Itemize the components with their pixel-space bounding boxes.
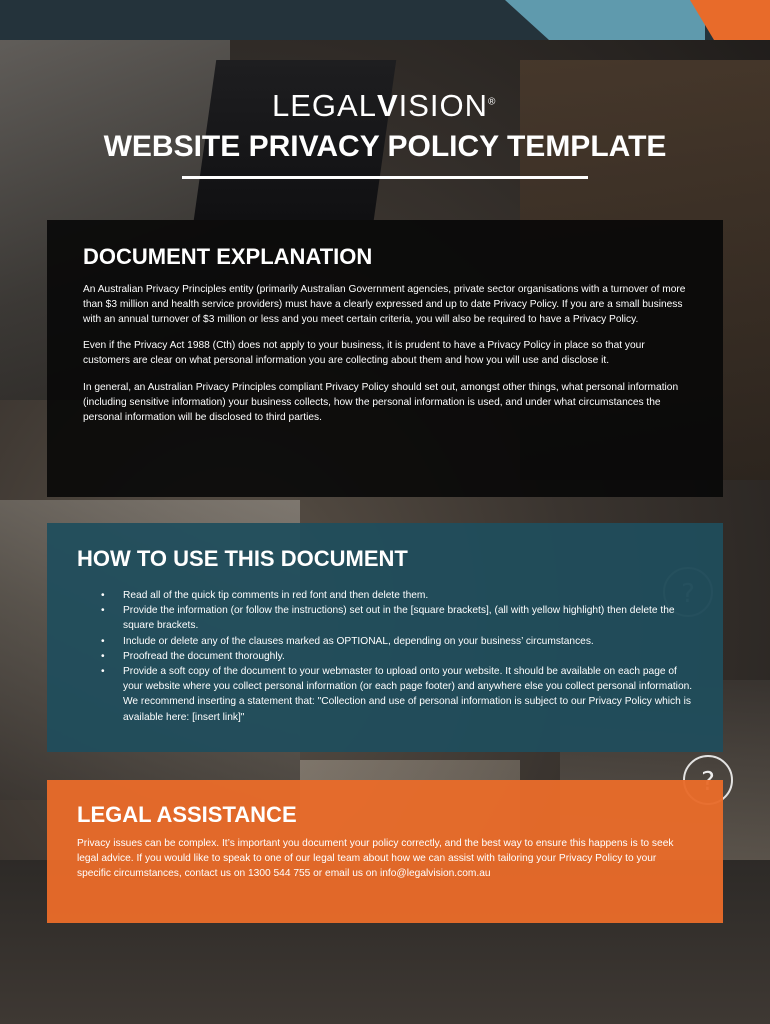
bullet: •: [101, 635, 105, 647]
list-item-text: Read all of the quick tip comments in red font and then delete them.: [123, 590, 429, 601]
list-item-text: Include or delete any of the clauses marked as OPTIONAL, depending on your business’ circumstances.: [123, 635, 594, 647]
list-item: [77, 588, 693, 603]
list-item: [77, 664, 693, 725]
page-title: WEBSITE PRIVACY POLICY TEMPLATE: [103, 130, 667, 163]
logo-part: LEGAL: [272, 88, 377, 123]
bullet: •: [101, 666, 105, 678]
bullet: •: [101, 605, 105, 617]
logo-part: V: [376, 88, 399, 123]
paragraph: Even if the Privacy Act 1988 (Cth) does not apply to your business, it is prudent to have a Privacy Policy in place so that your customers are clear on what personal information you are collecting about them and how you will use and disclose it.: [83, 340, 645, 367]
registered-mark: ®: [488, 96, 497, 108]
paragraph: An Australian Privacy Principles entity (primarily Australian Government agencies, private sector organisations with a turnover of more than $3 million and health service providers) must have a clearly expressed and up to date Privacy Policy. If you are a small business with an annual turnover of $3 million or less and you meet certain criteria, you will also be required to have a Privacy Policy.: [83, 284, 686, 325]
list-item: [77, 634, 693, 649]
legal-assistance-panel: [47, 780, 723, 923]
list-item: [77, 649, 693, 664]
list-item-text: Proofread the document thoroughly.: [123, 650, 285, 662]
instruction-list: [77, 588, 693, 725]
bullet: •: [101, 590, 105, 601]
section-heading: LEGAL ASSISTANCE: [77, 802, 297, 827]
paragraph: In general, an Australian Privacy Principles compliant Privacy Policy should set out, amongst other things, what personal information (including sensitive information) your business collects, how the personal information is used, and under what circumstances the personal information will be disclosed to third parties.: [83, 381, 679, 423]
section-heading: DOCUMENT EXPLANATION: [83, 244, 373, 269]
list-item: [77, 603, 693, 633]
paragraph: Privacy issues can be complex. It’s important you document your policy correctly, and the best way to ensure this happens is to seek legal advice. If you would like to speak to one of our legal team about how we can assist with tailoring your Privacy Policy to your specific circumstances, contact us on 1300 544 755 or email us on info@legalvision.com.au: [77, 838, 674, 879]
document-explanation-panel: [47, 220, 723, 497]
brand-logo: [272, 88, 496, 124]
how-to-use-panel: [47, 523, 723, 752]
bullet: •: [101, 650, 105, 662]
list-item-text: Provide a soft copy of the document to your webmaster to upload onto your website. It should be available on each page of your website where you collect personal information (or each page footer) and anywhere else you collect personal information. We recommend inserting a statement that: "Collection and use of personal information is subject to our Privacy Policy which is available here: [insert link]": [123, 666, 693, 723]
list-item-text: Provide the information (or follow the instructions) set out in the [square brackets], (all with yellow highlight) then delete the square brackets.: [123, 605, 675, 632]
logo-part: ISION: [398, 88, 489, 123]
section-heading: HOW TO USE THIS DOCUMENT: [77, 546, 408, 571]
title-divider: [182, 176, 588, 179]
